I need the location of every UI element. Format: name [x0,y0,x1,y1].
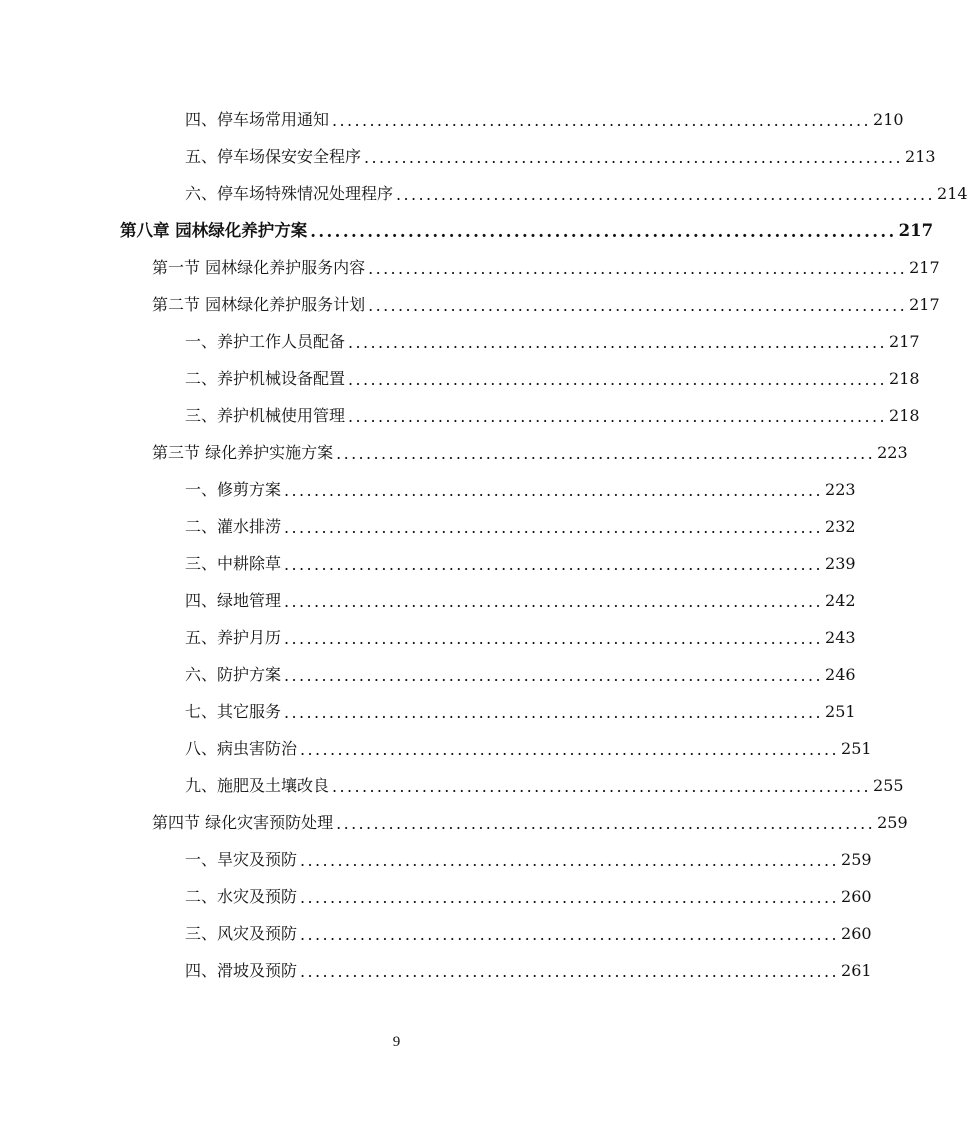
toc-dot-leader: ........................................................................ [284,665,824,685]
toc-entry-title: 第八章 园林绿化养护方案 [120,220,308,240]
toc-dot-leader: ........................................................................ [368,258,908,278]
toc-section-entry[interactable] [152,286,940,323]
toc-dot-leader: ........................................................................ [300,924,840,944]
toc-dot-leader: ........................................................................ [348,332,888,352]
toc-entry[interactable] [185,323,920,360]
toc-entry-title: 四、滑坡及预防 [185,960,298,980]
toc-entry-title: 一、旱灾及预防 [185,849,298,869]
toc-dot-leader: ........................................................................ [336,813,876,833]
toc-section-entry[interactable] [152,804,908,841]
toc-dot-leader: ........................................................................ [300,887,840,907]
toc-entry-title: 四、绿地管理 [185,590,282,610]
toc-dot-leader: ........................................................................ [396,184,936,204]
toc-entry-title: 九、施肥及土壤改良 [185,775,330,795]
toc-entry[interactable] [185,841,872,878]
toc-entry-page: 223 [825,479,856,499]
toc-dot-leader: ........................................................................ [284,480,824,500]
toc-entry-page: 259 [841,849,872,869]
toc-dot-leader: ........................................................................ [284,702,824,722]
toc-entry-title: 二、养护机械设备配置 [185,368,346,388]
toc-entry[interactable] [185,508,856,545]
toc-entry-page: 260 [841,923,872,943]
toc-entry[interactable] [185,619,856,656]
toc-entry-title: 四、停车场常用通知 [185,109,330,129]
toc-dot-leader: ........................................................................ [284,554,824,574]
toc-entry[interactable] [185,656,856,693]
toc-entry[interactable] [185,915,872,952]
toc-entry[interactable] [185,138,936,175]
toc-chapter-entry[interactable] [120,212,934,249]
toc-dot-leader: ........................................................................ [300,739,840,759]
toc-entry-page: 218 [889,368,920,388]
toc-entry[interactable] [185,730,872,767]
toc-entry[interactable] [185,471,856,508]
toc-entry-title: 三、中耕除草 [185,553,282,573]
toc-dot-leader: ........................................................................ [310,221,897,241]
toc-dot-leader: ........................................................................ [284,517,824,537]
toc-entry-title: 二、灌水排涝 [185,516,282,536]
toc-entry-page: 242 [825,590,856,610]
toc-entry-page: 217 [909,294,940,314]
toc-entry-page: 214 [937,183,968,203]
toc-entry[interactable] [185,101,904,138]
page-number: 9 [392,1034,401,1050]
toc-entry-page: 260 [841,886,872,906]
toc-dot-leader: ........................................................................ [300,850,840,870]
toc-entry-page: 251 [841,738,872,758]
toc-dot-leader: ........................................................................ [336,443,876,463]
toc-entry-title: 三、风灾及预防 [185,923,298,943]
toc-entry[interactable] [185,582,856,619]
toc-dot-leader: ........................................................................ [332,110,872,130]
toc-section-entry[interactable] [152,249,940,286]
toc-entry-title: 一、养护工作人员配备 [185,331,346,351]
toc-entry[interactable] [185,878,872,915]
toc-entry-page: 217 [909,257,940,277]
toc-dot-leader: ........................................................................ [284,628,824,648]
toc-entry[interactable] [185,545,856,582]
toc-entry-page: 255 [873,775,904,795]
toc-entry-title: 三、养护机械使用管理 [185,405,346,425]
toc-entry-title: 第四节 绿化灾害预防处理 [152,812,334,832]
toc-entry[interactable] [185,175,968,212]
toc-entry-page: 251 [825,701,856,721]
toc-entry-page: 246 [825,664,856,684]
toc-section-entry[interactable] [152,434,908,471]
toc-entry-title: 第三节 绿化养护实施方案 [152,442,334,462]
toc-entry-title: 第一节 园林绿化养护服务内容 [152,257,366,277]
toc-entry[interactable] [185,360,920,397]
toc-entry-page: 217 [889,331,920,351]
toc-entry-page: 213 [905,146,936,166]
toc-dot-leader: ........................................................................ [348,406,888,426]
toc-entry[interactable] [185,693,856,730]
toc-entry-title: 五、停车场保安安全程序 [185,146,362,166]
toc-entry-page: 217 [898,220,934,240]
toc-entry-title: 第二节 园林绿化养护服务计划 [152,294,366,314]
toc-entry-title: 八、病虫害防治 [185,738,298,758]
toc-entry-title: 一、修剪方案 [185,479,282,499]
toc-entry-title: 五、养护月历 [185,627,282,647]
toc-dot-leader: ........................................................................ [284,591,824,611]
toc-entry[interactable] [185,952,872,989]
toc-dot-leader: ........................................................................ [348,369,888,389]
toc-entry-page: 261 [841,960,872,980]
toc-entry-title: 七、其它服务 [185,701,282,721]
toc-entry[interactable] [185,767,904,804]
toc-entry-page: 218 [889,405,920,425]
toc-dot-leader: ........................................................................ [364,147,904,167]
toc-entry-page: 259 [877,812,908,832]
toc-entry-page: 243 [825,627,856,647]
toc-dot-leader: ........................................................................ [300,961,840,981]
toc-entry-page: 232 [825,516,856,536]
toc-dot-leader: ........................................................................ [368,295,908,315]
toc-dot-leader: ........................................................................ [332,776,872,796]
toc-entry-page: 223 [877,442,908,462]
toc-entry-title: 二、水灾及预防 [185,886,298,906]
toc-entry[interactable] [185,397,920,434]
toc-entry-title: 六、停车场特殊情况处理程序 [185,183,394,203]
toc-entry-page: 210 [873,109,904,129]
toc-entry-title: 六、防护方案 [185,664,282,684]
toc-entry-page: 239 [825,553,856,573]
